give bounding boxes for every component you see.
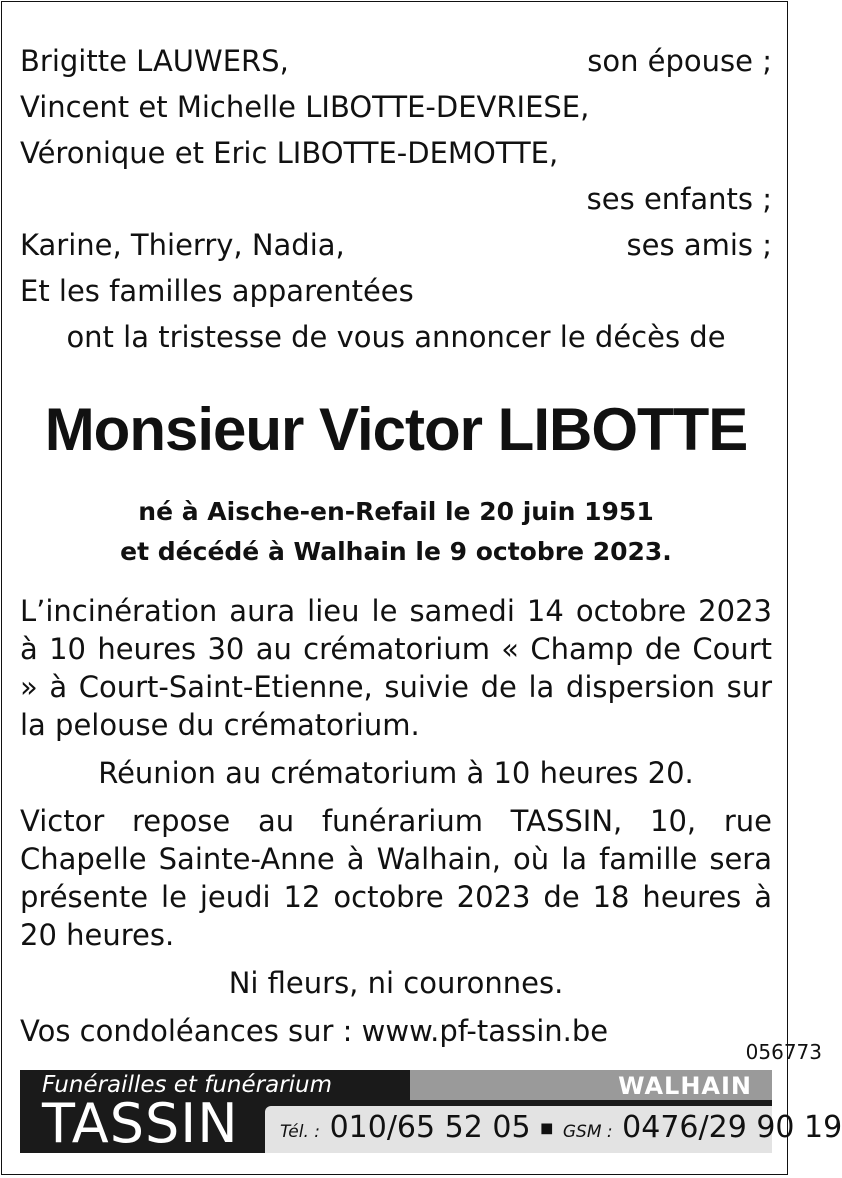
banner-company: TASSIN bbox=[42, 1092, 239, 1155]
family-row bbox=[20, 130, 772, 176]
meeting-paragraph: Réunion au crématorium à 10 heures 20. bbox=[98, 756, 694, 790]
banner-city: WALHAIN bbox=[618, 1072, 752, 1100]
condolences-paragraph: Vos condoléances sur : www.pf-tassin.be bbox=[20, 1014, 609, 1048]
family-name: Et les familles apparentées bbox=[20, 274, 414, 308]
funeral-home-banner bbox=[20, 1070, 842, 1155]
family-name: Karine, Thierry, Nadia, bbox=[20, 228, 345, 262]
death-line: et décédé à Walhain le 9 octobre 2023. bbox=[120, 537, 672, 566]
banner-phones bbox=[280, 1110, 842, 1145]
tel-label: Tél. : bbox=[280, 1122, 321, 1142]
family-row bbox=[20, 222, 772, 268]
birth-line: né à Aische-en-Refail le 20 juin 1951 bbox=[138, 497, 654, 526]
reference-number: 056773 bbox=[745, 1040, 822, 1064]
family-name: Brigitte LAUWERS, bbox=[20, 44, 289, 78]
tel-number: 010/65 52 05 bbox=[329, 1110, 531, 1145]
family-relation: son épouse ; bbox=[587, 44, 772, 78]
rest-paragraph: Victor repose au funérarium TASSIN, 10, rue Chapelle Sainte-Anne à Walhain, où la famille sera présente le jeudi 12 octobre 2023 de 18 heures à 20 heures. bbox=[20, 804, 772, 952]
separator-square-icon: ■ bbox=[540, 1120, 554, 1137]
family-relation: ses enfants ; bbox=[586, 182, 772, 216]
gsm-label: GSM : bbox=[562, 1122, 613, 1142]
deceased-name: Monsieur Victor LIBOTTE bbox=[44, 396, 748, 463]
flowers-paragraph: Ni fleurs, ni couronnes. bbox=[228, 966, 564, 1000]
deceased-dates bbox=[20, 492, 772, 572]
family-row bbox=[20, 84, 772, 130]
family-name: Vincent et Michelle LIBOTTE-DEVRIESE, bbox=[20, 90, 590, 124]
family-name: Véronique et Eric LIBOTTE-DEMOTTE, bbox=[20, 136, 559, 170]
family-row bbox=[20, 268, 772, 314]
family-row bbox=[20, 38, 772, 84]
notice-content bbox=[20, 38, 772, 1050]
banner-tagline: Funérailles et funérarium bbox=[42, 1072, 333, 1098]
gsm-number: 0476/29 90 19 bbox=[622, 1110, 842, 1145]
announcement-intro: ont la tristesse de vous annoncer le décès de bbox=[66, 320, 726, 354]
cremation-paragraph: L’incinération aura lieu le samedi 14 octobre 2023 à 10 heures 30 au crématorium « Champ de Court » à Court-Saint-Etienne, suivie de la dispersion sur la pelouse du crématorium. bbox=[20, 594, 772, 742]
family-row bbox=[20, 176, 772, 222]
family-relation: ses amis ; bbox=[626, 228, 772, 262]
